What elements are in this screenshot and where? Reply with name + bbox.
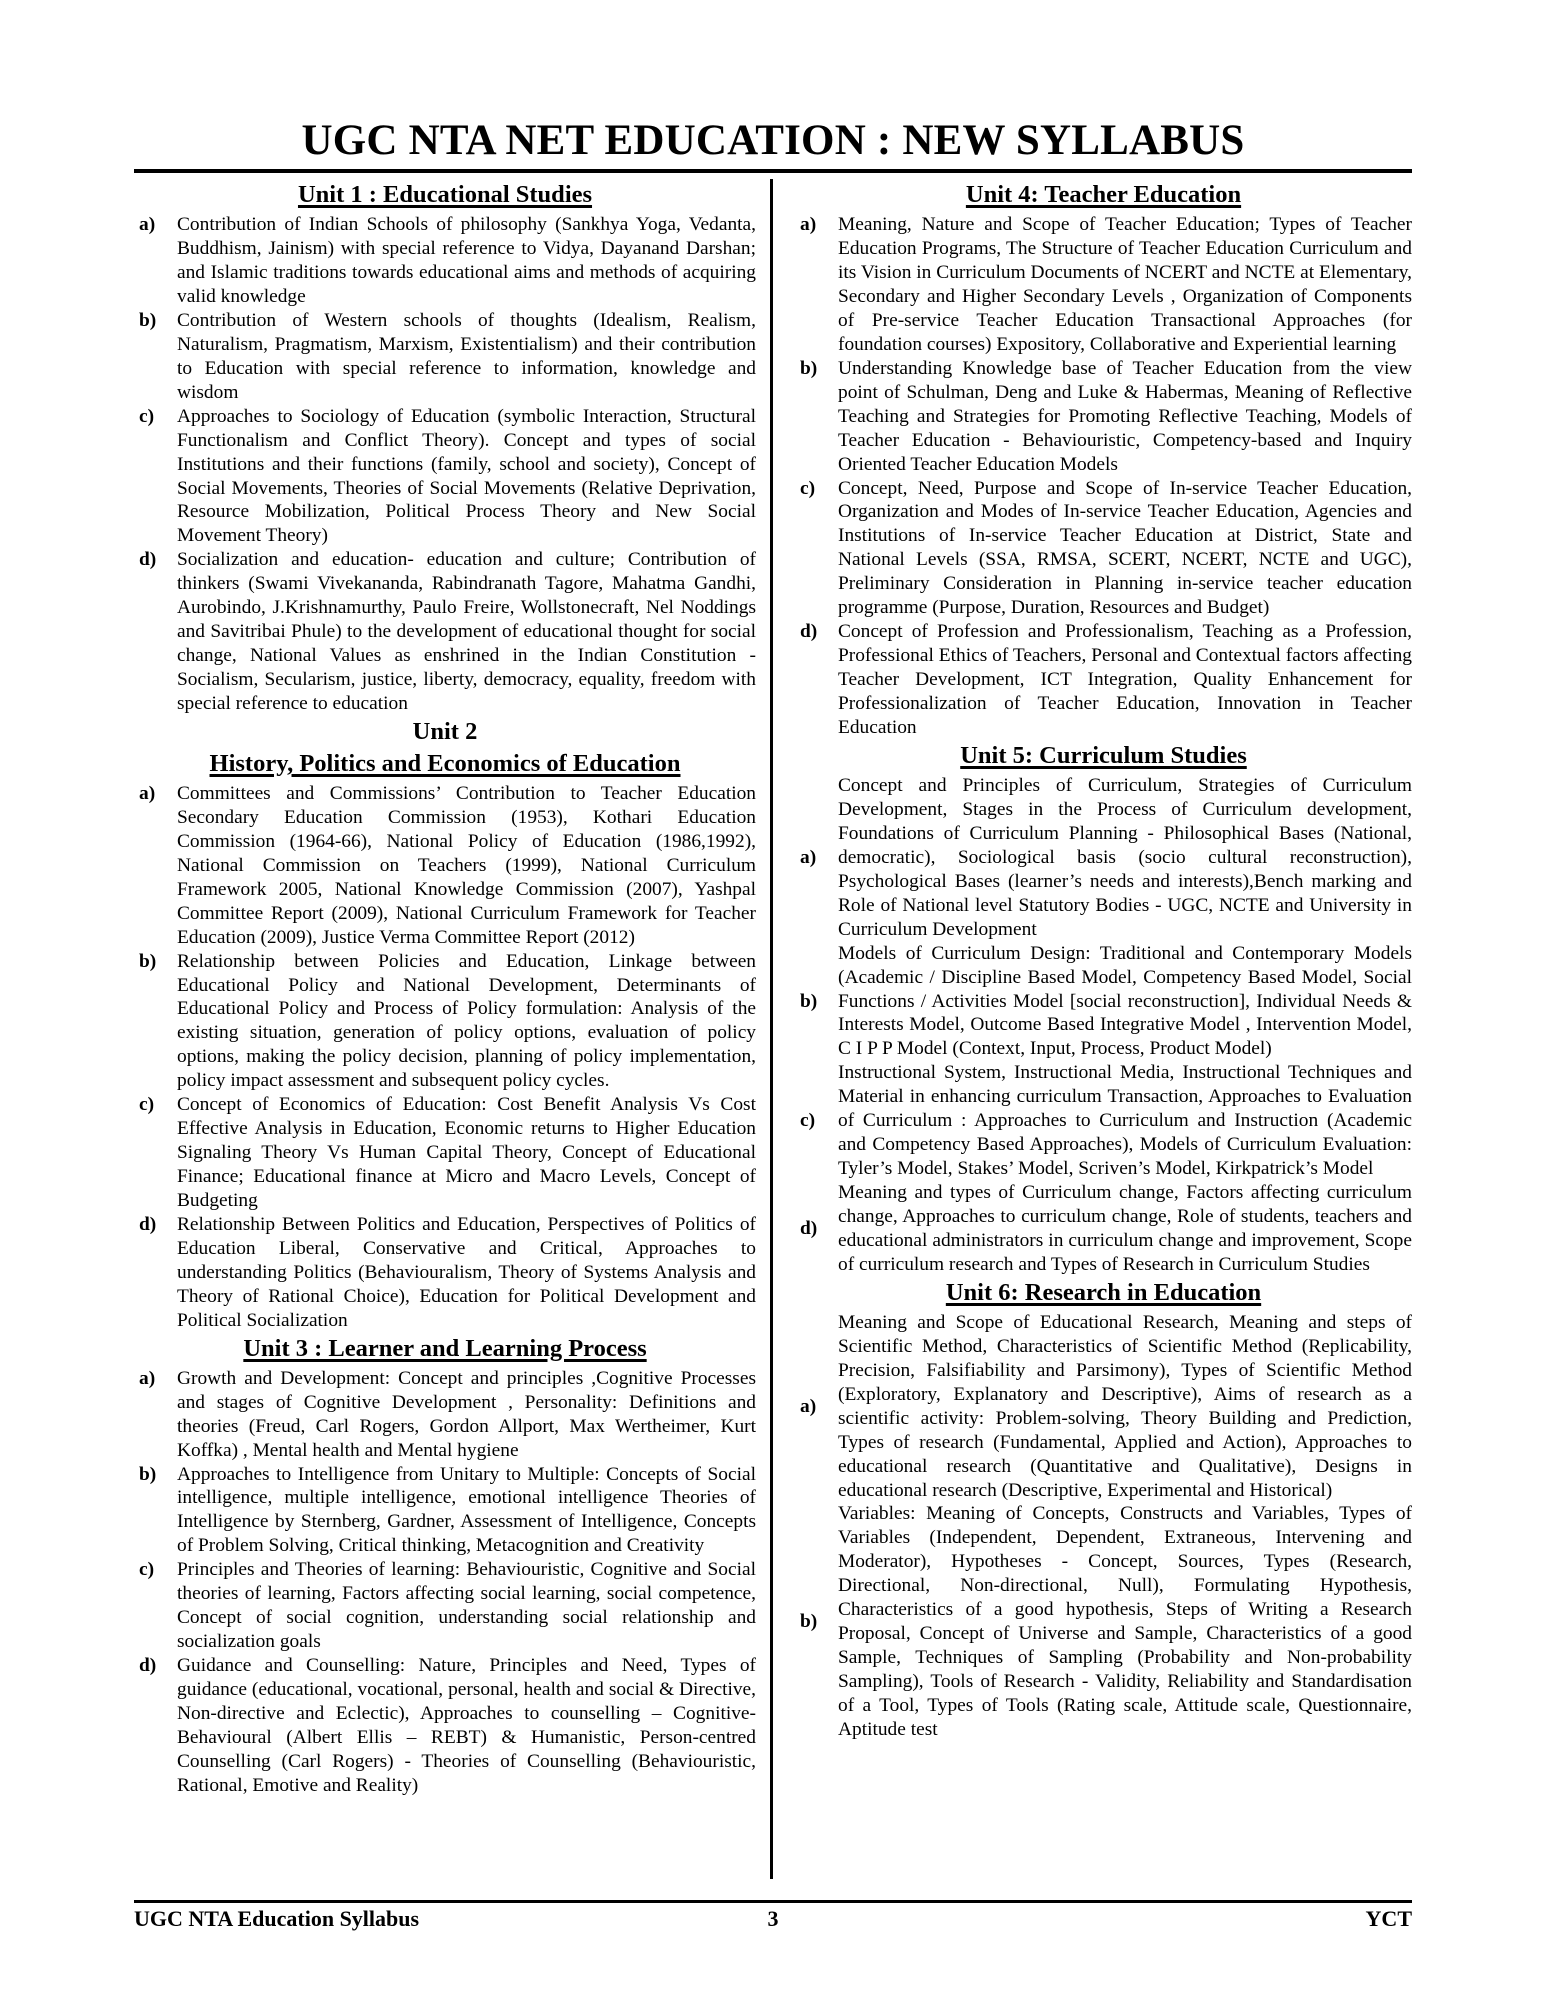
item-label: c) xyxy=(139,405,155,427)
item-text: Socialization and education- education and culture; Contribution of thinkers (Swami Vivekananda, Rabindranath Tagore, Mahatma Gandhi, Aurobindo, J.Krishnamurthy, Paulo Freire, Wollstonecraft, Nel Noddings and Savitribai Phule) to the development of educational thought for social change, National Values as enshrined in the Indian Constitution - Socialism, Secularism, justice, liberty, democracy, equality, freedom with special reference to education xyxy=(177,549,756,715)
list-item xyxy=(134,782,756,950)
item-label: a) xyxy=(139,782,156,804)
item-text: Concept, Need, Purpose and Scope of In-service Teacher Education, Organization and Modes of In-service Teacher Education, Agencies and Institutions of In-service Teacher Education at District, State and National Levels (SSA, RMSA, SCERT, NCERT, NCTE and UGC), Preliminary Consideration in Planning in-service teacher education programme (Purpose, Duration, Resources and Budget) xyxy=(838,477,1412,619)
footer-row xyxy=(134,1906,1412,1932)
item-text: Growth and Development: Concept and principles ,Cognitive Processes and stages of Cognitive Development , Personality: Definitions and theories (Freud, Carl Rogers, Gordon Allport, Max Wertheimer, Kurt Koffka) , Mental health and Mental hygiene xyxy=(177,1367,756,1461)
list-item xyxy=(134,1654,756,1798)
item-label: c) xyxy=(139,1559,155,1581)
list-item xyxy=(795,774,1412,942)
item-text: Concept of Economics of Education: Cost Benefit Analysis Vs Cost Effective Analysis in Education, Economic returns to Higher Education Signaling Theory Vs Human Capital Theory, Concept of Educational Finance; Educational finance at Micro and Macro Levels, Concept of Budgeting xyxy=(177,1094,756,1212)
list-item xyxy=(134,405,756,549)
unit-6-heading-text: Unit 6: Research in Education xyxy=(945,1278,1262,1306)
unit-4-heading-text: Unit 4: Teacher Education xyxy=(965,181,1242,209)
left-column xyxy=(134,179,773,1879)
item-label: d) xyxy=(139,549,157,571)
unit-5-heading-text: Unit 5: Curriculum Studies xyxy=(960,742,1247,770)
footer-page-number: 3 xyxy=(767,1906,779,1931)
list-item xyxy=(795,477,1412,621)
item-text: Meaning, Nature and Scope of Teacher Education; Types of Teacher Education Programs, The Structure of Teacher Education Curriculum and its Vision in Curriculum Documents of NCERT and NCTE at Elementary, Secondary and Higher Secondary Levels , Organization of Components of Pre-service Teacher Education Transactional Approaches (for foundation courses) Expository, Collaborative and Experiential learning xyxy=(838,214,1412,355)
item-label: b) xyxy=(139,1463,157,1485)
item-label: a) xyxy=(139,1367,156,1389)
page-footer xyxy=(134,1900,1412,1932)
list-item xyxy=(134,1463,756,1559)
two-column-body xyxy=(134,179,1412,1879)
unit-5-heading xyxy=(795,742,1412,771)
item-label: b) xyxy=(800,357,818,379)
unit-2-heading-line2 xyxy=(134,750,756,779)
item-text: Instructional System, Instructional Media, Instructional Techniques and Material in enhancing curriculum Transaction, Approaches to Evaluation of Curriculum : Approaches to Curriculum and Instruction (Academic and Competency Based Approaches), Models of Curriculum Evaluation: Tyler’s Model, Stakes’ Model, Scriven’s Model, Kirkpatrick’s Model xyxy=(838,1062,1412,1180)
list-item xyxy=(134,213,756,309)
item-text: Guidance and Counselling: Nature, Principles and Need, Types of guidance (educational, vocational, personal, health and social & Directive, Non-directive and Eclectic), Approaches to counselling – Cognitive-Behavioural (Albert Ellis – REBT) & Humanistic, Person-centred Counselling (Carl Rogers) - Theories of Counselling (Behaviouristic, Rational, Emotive and Reality) xyxy=(177,1655,756,1796)
page-title: UGC NTA NET EDUCATION : NEW SYLLABUS xyxy=(301,117,1245,164)
item-label: d) xyxy=(139,1655,157,1677)
item-text: Meaning and Scope of Educational Research, Meaning and steps of Scientific Method, Characteristics of Scientific Method (Replicability, Precision, Falsifiability and Parsimony), Types of Scientific Method (Exploratory, Explanatory and Descriptive), Aims of research as a scientific activity: Problem-solving, Theory Building and Prediction, Types of research (Fundamental, Applied and Action), Approaches to educational research (Quantitative and Qualitative), Designs in educational research (Descriptive, Experimental and Historical) xyxy=(838,1311,1412,1501)
unit-2-heading-text: History, Politics and Economics of Education xyxy=(209,749,681,777)
list-item xyxy=(134,1367,756,1463)
list-item xyxy=(795,942,1412,1062)
item-label: c) xyxy=(139,1094,155,1116)
unit-6-heading xyxy=(795,1279,1412,1308)
unit-2-heading-line1: Unit 2 xyxy=(412,718,478,746)
list-item xyxy=(795,1181,1412,1277)
item-text: Approaches to Intelligence from Unitary to Multiple: Concepts of Social intelligence, multiple intelligence, emotional intelligence Theories of Intelligence by Sternberg, Gardner, Assessment of Intelligence, Concepts of Problem Solving, Critical thinking, Metacognition and Creativity xyxy=(177,1463,756,1557)
right-column xyxy=(773,179,1412,1879)
item-text: Concept of Profession and Professionalism, Teaching as a Profession, Professional Ethics of Teachers, Personal and Contextual factors affecting Teacher Development, ICT Integration, Quality Enhancement for Professionalization of Teacher Education, Innovation in Teacher Education xyxy=(838,621,1412,739)
unit-3-heading-text: Unit 3 : Learner and Learning Process xyxy=(243,1334,647,1362)
list-item xyxy=(134,309,756,405)
item-text: Models of Curriculum Design: Traditional and Contemporary Models (Academic / Discipline Based Model, Competency Based Model, Social Functions / Activities Model [social reconstruction], Individual Needs & Interests Model, Outcome Based Integrative Model , Intervention Model, C I P P Model (Context, Input, Process, Product Model) xyxy=(838,942,1412,1060)
item-text: Contribution of Western schools of thoughts (Idealism, Realism, Naturalism, Pragmatism, Marxism, Existentialism) and their contribution to Education with special reference to information, knowledge and wisdom xyxy=(177,309,756,403)
item-label: b) xyxy=(800,1611,818,1633)
list-item xyxy=(134,950,756,1094)
list-item xyxy=(134,1213,756,1333)
item-text: Understanding Knowledge base of Teacher Education from the view point of Schulman, Deng and Luke & Habermas, Meaning of Reflective Teaching and Strategies for Promoting Reflective Teaching, Models of Teacher Education - Behaviouristic, Competency-based and Inquiry Oriented Teacher Education Models xyxy=(838,357,1412,475)
item-text: Variables: Meaning of Concepts, Constructs and Variables, Types of Variables (Independent, Dependent, Extraneous, Intervening and Moderator), Hypotheses - Concept, Sources, Types (Research, Directional, Non-directional, Null), Formulating Hypothesis, Characteristics of a good hypothesis, Steps of Writing a Research Proposal, Concept of Universe and Sample, Characteristics of a good Sample, Techniques of Sampling (Probability and Non-probability Sampling), Tools of Research - Validity, Reliability and Standardisation of a Tool, Types of Tools (Rating scale, Attitude scale, Questionnaire, Aptitude test xyxy=(838,1503,1412,1741)
list-item xyxy=(795,1061,1412,1181)
list-item xyxy=(795,620,1412,740)
item-text: Committees and Commissions’ Contribution to Teacher Education Secondary Education Commission (1953), Kothari Education Commission (1964-66), National Policy of Education (1986,1992), National Commission on Teachers (1999), National Curriculum Framework 2005, National Knowledge Commission (2007), Yashpal Committee Report (2009), National Curriculum Framework for Teacher Education (2009), Justice Verma Committee Report (2012) xyxy=(177,782,756,948)
item-label: d) xyxy=(800,621,818,643)
item-text: Meaning and types of Curriculum change, Factors affecting curriculum change, Approaches to curriculum change, Role of students, teachers and educational administrators in curriculum change and improvement, Scope of curriculum research and Types of Research in Curriculum Studies xyxy=(838,1182,1412,1275)
item-label: b) xyxy=(139,309,157,331)
item-label: b) xyxy=(800,990,818,1012)
item-label: a) xyxy=(139,214,156,236)
item-text: Contribution of Indian Schools of philosophy (Sankhya Yoga, Vedanta, Buddhism, Jainism) with special reference to Vidya, Dayanand Darshan; and Islamic traditions towards educational aims and methods of acquiring valid knowledge xyxy=(177,214,756,307)
item-label: a) xyxy=(800,846,817,868)
footer-right-text: YCT xyxy=(1365,1906,1412,1931)
footer-divider xyxy=(134,1900,1412,1903)
title-divider xyxy=(134,169,1412,173)
list-item xyxy=(795,357,1412,477)
list-item xyxy=(795,1311,1412,1503)
unit-4-heading xyxy=(795,181,1412,210)
item-text: Approaches to Sociology of Education (symbolic Interaction, Structural Functionalism and Conflict Theory). Concept and types of social Institutions and their functions (family, school and society), Concept of Social Movements, Theories of Social Movements (Relative Deprivation, Resource Mobilization, Political Process Theory and New Social Movement Theory) xyxy=(177,405,756,547)
item-label: a) xyxy=(800,214,817,236)
item-text: Principles and Theories of learning: Behaviouristic, Cognitive and Social theories of learning, Factors affecting social learning, social competence, Concept of social cognition, understanding social relationship and socialization goals xyxy=(177,1559,756,1653)
list-item xyxy=(795,213,1412,357)
list-item xyxy=(134,1093,756,1213)
item-text: Concept and Principles of Curriculum, Strategies of Curriculum Development, Stages in the Process of Curriculum development, Foundations of Curriculum Planning - Philosophical Bases (National, democratic), Sociological basis (socio cultural reconstruction), Psychological Bases (learner’s needs and interests),Bench marking and Role of National level Statutory Bodies - UGC, NCTE and University in Curriculum Development xyxy=(838,774,1412,940)
item-label: c) xyxy=(800,477,816,499)
item-label: d) xyxy=(800,1218,818,1240)
item-text: Relationship Between Politics and Education, Perspectives of Politics of Education Liberal, Conservative and Critical, Approaches to understanding Politics (Behaviouralism, Theory of Systems Analysis and Theory of Rational Choice), Education for Political Development and Political Socialization xyxy=(177,1214,756,1331)
item-label: c) xyxy=(800,1110,816,1132)
unit-1-heading-text: Unit 1 : Educational Studies xyxy=(297,181,593,209)
item-label: a) xyxy=(800,1395,817,1417)
item-label: d) xyxy=(139,1214,157,1236)
unit-1-heading xyxy=(134,181,756,210)
list-item xyxy=(134,548,756,716)
item-label: b) xyxy=(139,950,157,972)
item-text: Relationship between Policies and Education, Linkage between Educational Policy and National Development, Determinants of Educational Policy and Process of Policy formulation: Analysis of the existing situation, generation of policy options, evaluation of policy options, making the policy decision, planning of policy implementation, policy impact assessment and subsequent policy cycles. xyxy=(177,950,756,1092)
list-item xyxy=(795,1502,1412,1742)
footer-left-text: UGC NTA Education Syllabus xyxy=(134,1906,420,1931)
unit-3-heading xyxy=(134,1335,756,1364)
list-item xyxy=(134,1558,756,1654)
